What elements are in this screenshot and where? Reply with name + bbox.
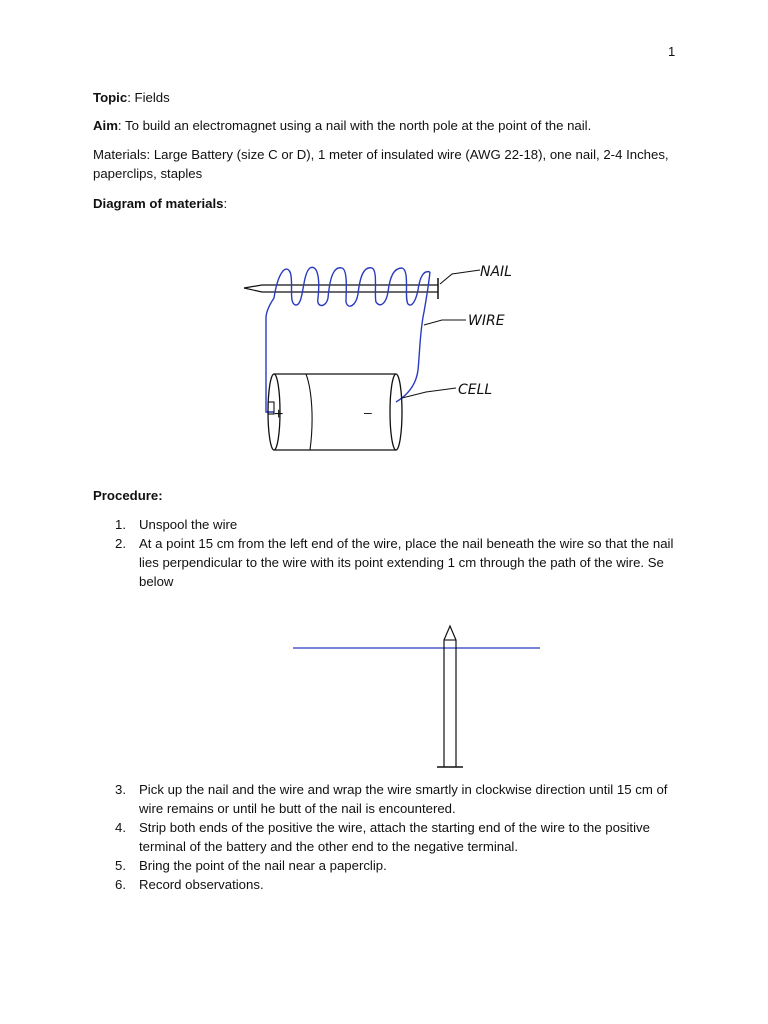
nail-label: NAIL: [480, 264, 512, 280]
step-number: 3.: [115, 782, 126, 797]
step-text: Bring the point of the nail near a paperclip.: [139, 858, 387, 873]
aim-value: : To build an electromagnet using a nail with the north pole at the point of the nail.: [117, 118, 592, 133]
list-item: [93, 875, 693, 894]
step-text: Record observations.: [139, 877, 264, 892]
topic-label: Topic: [93, 90, 128, 105]
step-text: Pick up the nail and the wire and wrap the wire smartly in clockwise direction until 15 cm of wire remains or until he butt of the nail is encountered.: [139, 782, 668, 816]
minus-sign: –: [364, 404, 372, 420]
step-number: 1.: [115, 517, 126, 532]
diagram-heading-suffix: :: [223, 196, 228, 211]
topic-line: [93, 88, 170, 107]
list-item: [93, 818, 693, 856]
diagram-heading-label: Diagram of materials: [93, 196, 224, 211]
nail-wire-diagram: [290, 620, 544, 770]
step-text: At a point 15 cm from the left end of the wire, place the nail beneath the wire so that the nail lies perpendicular to the wire with its point extending 1 cm through the path of the wire. Se below: [139, 536, 674, 589]
list-item: [93, 780, 693, 818]
step-number: 2.: [115, 536, 126, 551]
step-number: 6.: [115, 877, 126, 892]
wire-label: WIRE: [468, 313, 505, 329]
nail-drawing-vertical: [437, 626, 463, 767]
list-item: [93, 534, 693, 591]
page-number: 1: [668, 44, 676, 59]
step-text: Strip both ends of the positive the wire, attach the starting end of the wire to the positive terminal of the battery and the other end to the negative terminal.: [139, 820, 650, 854]
list-item: [93, 856, 693, 875]
materials-line: Materials: Large Battery (size C or D), 1 meter of insulated wire (AWG 22-18), one nail, 2-4 Inches, paperclips, staples: [93, 147, 669, 181]
procedure-heading: Procedure:: [93, 488, 163, 503]
step-text: Unspool the wire: [139, 517, 238, 532]
cell-label: CELL: [458, 382, 493, 398]
procedure-steps-b: [93, 780, 693, 894]
aim-label: Aim: [93, 118, 118, 133]
plus-sign: +: [274, 406, 284, 423]
step-number: 5.: [115, 858, 126, 873]
aim-line: [93, 116, 591, 135]
diagram-heading: [93, 194, 227, 213]
nail-drawing: [244, 278, 438, 299]
materials-diagram: [230, 250, 530, 460]
procedure-steps-a: [93, 515, 693, 591]
wire-leader: [424, 320, 466, 325]
list-item: [93, 515, 693, 534]
cell-drawing: [268, 374, 402, 450]
wire-coil: [266, 267, 430, 400]
step-number: 4.: [115, 820, 126, 835]
nail-leader: [440, 270, 480, 284]
topic-value: : Fields: [127, 90, 170, 105]
